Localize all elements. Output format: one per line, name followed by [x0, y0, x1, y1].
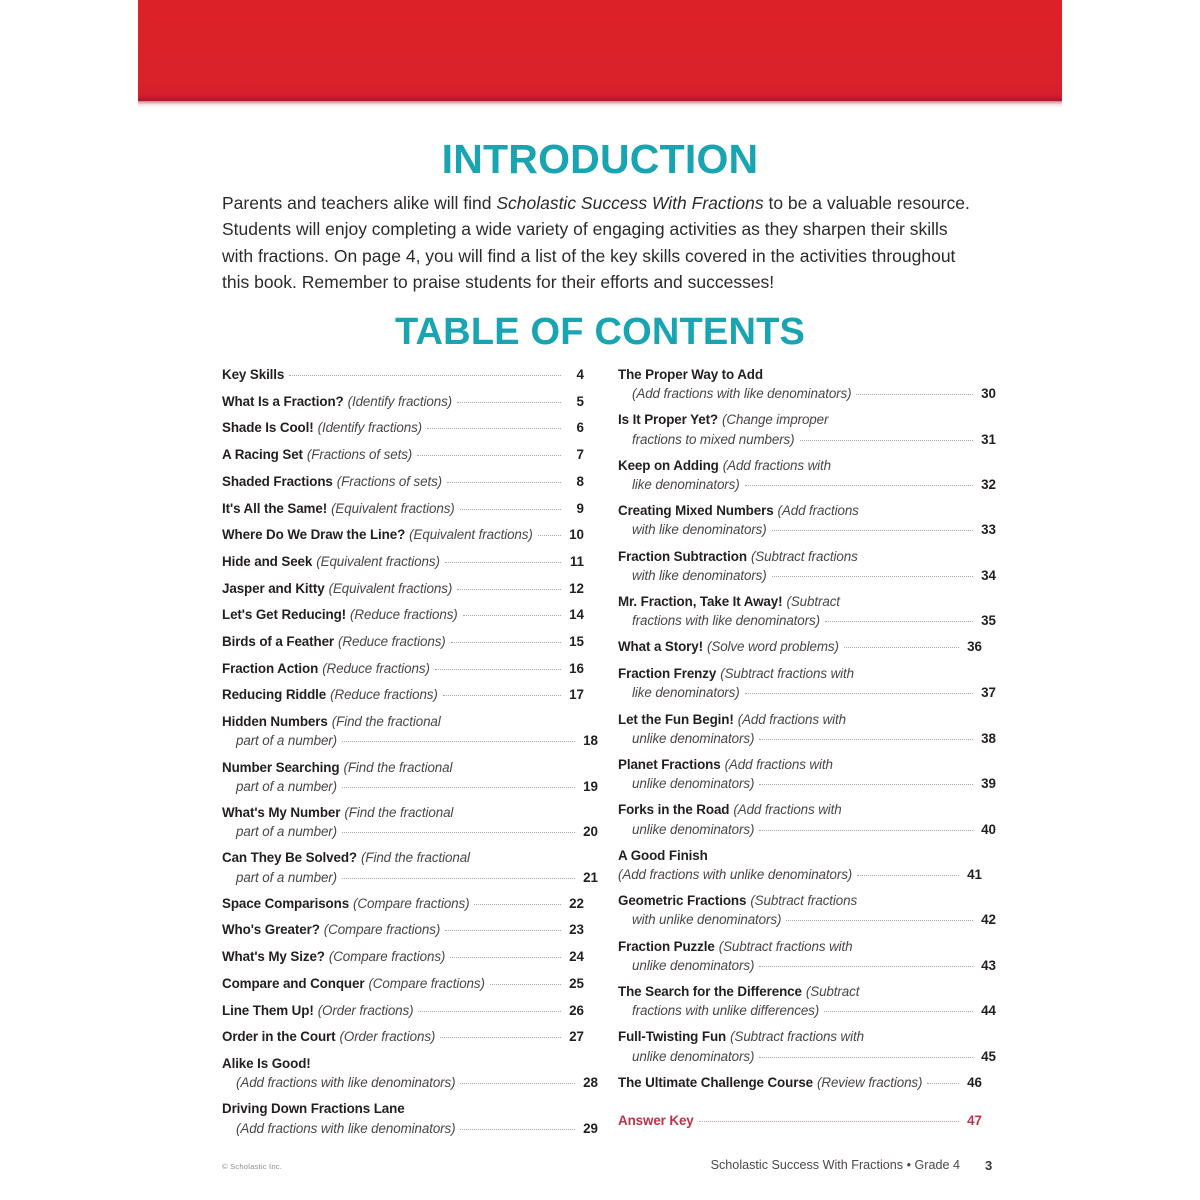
toc-entry-page-number: 21 [583, 869, 598, 885]
toc-entry-page-number: 46 [967, 1074, 982, 1090]
toc-entry[interactable] [222, 525, 584, 544]
toc-entry-subtitle: (Subtract fractions with [718, 938, 853, 954]
toc-entry-title: Fraction Action [222, 660, 319, 676]
toc-entry-title: Key Skills [222, 367, 285, 382]
toc-dot-leader [460, 1128, 575, 1130]
toc-dot-leader [474, 903, 561, 905]
toc-dot-leader [342, 786, 575, 788]
toc-entry-subtitle: (Subtract fractions [750, 893, 858, 909]
toc-entry[interactable] [222, 758, 598, 796]
toc-entry[interactable] [618, 1111, 982, 1130]
toc-entry[interactable] [222, 848, 598, 886]
toc-dot-leader [538, 534, 561, 536]
toc-entry-title: Reducing Riddle [222, 687, 327, 703]
toc-entry-subtitle-line2: (Add fractions with like denominators) [236, 1075, 456, 1091]
toc-dot-leader [460, 1082, 575, 1084]
toc-dot-leader [699, 1120, 959, 1122]
toc-entry-page-number: 12 [569, 580, 584, 596]
toc-entry-title: Shaded Fractions [222, 473, 333, 489]
toc-dot-leader [927, 1082, 959, 1084]
toc-entry[interactable] [618, 501, 996, 539]
toc-entry-title: Answer Key [618, 1113, 694, 1128]
toc-dot-leader [457, 401, 561, 403]
toc-entry-subtitle: (Compare fractions) [353, 895, 470, 911]
toc-entry-subtitle: (Compare fractions) [368, 975, 485, 991]
toc-entry-subtitle: (Subtract fractions [750, 548, 858, 564]
toc-entry-title: Creating Mixed Numbers [618, 503, 774, 519]
toc-entry-subtitle: (Add fractions [777, 503, 859, 519]
toc-entry-title: Fraction Puzzle [618, 938, 715, 954]
toc-entry-page-number: 30 [981, 386, 996, 402]
toc-entry[interactable] [222, 685, 584, 704]
toc-dot-leader [418, 1010, 561, 1012]
toc-entry-subtitle-line2: like denominators) [632, 685, 740, 701]
toc-dot-leader [289, 374, 561, 376]
toc-entry[interactable] [222, 894, 584, 913]
toc-entry-page-number: 26 [569, 1002, 584, 1018]
toc-entry-subtitle: (Solve word problems) [707, 639, 839, 655]
toc-dot-leader [342, 877, 575, 879]
toc-entry[interactable] [222, 1054, 598, 1092]
toc-entry[interactable] [618, 800, 996, 838]
toc-entry-title: Keep on Adding [618, 457, 719, 473]
toc-entry-subtitle-line2: part of a number) [236, 824, 338, 840]
toc-entry[interactable] [222, 499, 584, 518]
toc-entry-page-number: 15 [569, 634, 584, 650]
introduction-paragraph [222, 190, 982, 296]
toc-entry-title: Driving Down Fractions Lane [222, 1101, 405, 1117]
toc-dot-leader [443, 694, 561, 696]
toc-dot-leader [825, 620, 973, 622]
toc-entry-subtitle: (Add fractions with [722, 457, 832, 473]
toc-entry-page-number: 27 [569, 1029, 584, 1045]
toc-entry-page-number: 40 [981, 821, 996, 837]
toc-entry-page-number: 9 [576, 500, 584, 516]
toc-entry-page-number: 17 [569, 687, 584, 703]
toc-entry-page-number: 28 [583, 1075, 598, 1091]
toc-entry-subtitle-line2: (Add fractions with unlike denominators) [618, 866, 853, 882]
toc-entry-page-number: 24 [569, 949, 584, 965]
toc-dot-leader [342, 831, 575, 833]
toc-dot-leader [759, 738, 973, 740]
toc-dot-leader [450, 956, 561, 958]
footer-copyright: © Scholastic Inc. [222, 1162, 283, 1171]
toc-entry-page-number: 44 [981, 1003, 996, 1019]
toc-column-right [618, 365, 996, 1138]
toc-dot-leader [857, 874, 959, 876]
toc-entry-page-number: 41 [967, 866, 982, 882]
toc-entry[interactable] [222, 365, 584, 384]
toc-entry[interactable] [618, 982, 996, 1020]
toc-entry[interactable] [222, 659, 584, 678]
toc-entry-page-number: 14 [569, 607, 584, 623]
toc-entry-page-number: 45 [981, 1048, 996, 1064]
toc-entry[interactable] [618, 365, 996, 403]
toc-entry-subtitle-line2: with like denominators) [632, 522, 767, 538]
toc-entry[interactable] [618, 755, 996, 793]
toc-entry-title: Shade Is Cool! [222, 420, 314, 436]
toc-entry-page-number: 33 [981, 522, 996, 538]
toc-entry[interactable] [222, 445, 584, 464]
toc-entry-page-number: 32 [981, 477, 996, 493]
toc-entry-page-number: 47 [967, 1113, 982, 1128]
toc-entry[interactable] [618, 846, 982, 884]
toc-entry[interactable] [222, 552, 584, 571]
toc-entry-subtitle: (Add fractions with [733, 802, 842, 818]
toc-entry-subtitle: (Order fractions) [339, 1029, 436, 1045]
toc-entry-subtitle: (Reduce fractions) [338, 634, 446, 650]
toc-dot-leader [856, 393, 973, 395]
toc-entry[interactable] [222, 920, 584, 939]
footer-book-line: Scholastic Success With Fractions • Grade 4 [710, 1158, 960, 1172]
toc-entry-page-number: 7 [576, 447, 584, 463]
toc-entry[interactable] [618, 1073, 982, 1092]
toc-entry-page-number: 19 [583, 778, 598, 794]
toc-entry-subtitle-line2: like denominators) [632, 477, 740, 493]
toc-dot-leader [772, 575, 973, 577]
toc-entry-subtitle: (Review fractions) [817, 1074, 923, 1090]
toc-entry[interactable] [618, 547, 996, 585]
toc-entry-page-number: 37 [981, 685, 996, 701]
toc-entry-title: Jasper and Kitty [222, 580, 325, 596]
toc-entry-title: Where Do We Draw the Line? [222, 527, 406, 543]
toc-entry-page-number: 18 [583, 733, 598, 749]
toc-entry[interactable] [618, 891, 996, 929]
toc-entry[interactable] [222, 974, 584, 993]
toc-entry-title: Space Comparisons [222, 895, 350, 911]
toc-entry[interactable] [618, 637, 982, 656]
footer-page-number: 3 [985, 1158, 993, 1173]
toc-entry[interactable] [222, 632, 584, 651]
toc-entry-page-number: 34 [981, 567, 996, 583]
toc-entry-title: Is It Proper Yet? [618, 412, 719, 428]
toc-entry-subtitle: (Subtract [805, 983, 860, 999]
toc-entry[interactable] [222, 1099, 598, 1137]
toc-dot-leader [427, 427, 561, 429]
toc-entry-page-number: 23 [569, 922, 584, 938]
toc-entry-subtitle: (Subtract [786, 594, 840, 610]
toc-entry-title: Forks in the Road [618, 802, 730, 818]
toc-entry-title: Line Them Up! [222, 1002, 314, 1018]
toc-entry-title: What a Story! [618, 639, 704, 655]
toc-entry-title: Let the Fun Begin! [618, 711, 734, 727]
toc-entry-page-number: 38 [981, 730, 996, 746]
toc-entry-title: Planet Fractions [618, 756, 721, 772]
toc-entry-subtitle: (Equivalent fractions) [409, 527, 533, 543]
toc-entry[interactable] [222, 418, 584, 437]
toc-dot-leader [759, 1056, 973, 1058]
toc-entry[interactable] [618, 592, 996, 630]
toc-entry-subtitle-line2: unlike denominators) [632, 957, 755, 973]
toc-entry-page-number: 36 [967, 639, 982, 655]
toc-entry-title: Alike Is Good! [222, 1055, 311, 1071]
toc-entry-subtitle-line2: (Add fractions with like denominators) [632, 386, 852, 402]
toc-entry-title: Fraction Subtraction [618, 548, 747, 564]
toc-entry-title: A Good Finish [618, 847, 708, 863]
toc-entry-subtitle: (Identify fractions) [347, 393, 453, 409]
toc-entry-subtitle: (Fractions of sets) [336, 473, 443, 489]
toc-entry-subtitle: (Change improper [722, 412, 829, 428]
toc-entry-title: Fraction Frenzy [618, 666, 717, 682]
introduction-heading: INTRODUCTION [441, 136, 759, 182]
toc-dot-leader [451, 641, 561, 643]
toc-entry-subtitle: (Reduce fractions) [350, 607, 458, 623]
toc-entry-subtitle-line2: part of a number) [236, 778, 338, 794]
toc-dot-leader [440, 1036, 561, 1038]
toc-entry-title: Hide and Seek [222, 553, 313, 569]
toc-entry-subtitle: (Subtract fractions with [730, 1029, 864, 1045]
toc-entry-page-number: 22 [569, 895, 584, 911]
toc-entry[interactable] [618, 710, 996, 748]
toc-entry-page-number: 43 [981, 957, 996, 973]
toc-dot-leader [772, 529, 973, 531]
toc-entry-subtitle: (Reduce fractions) [330, 687, 438, 703]
toc-entry-title: Hidden Numbers [222, 714, 328, 730]
toc-entry-title: The Ultimate Challenge Course [618, 1074, 814, 1090]
toc-dot-leader [342, 740, 575, 742]
toc-entry-page-number: 25 [569, 975, 584, 991]
toc-dot-leader [745, 484, 973, 486]
toc-entry[interactable] [618, 937, 996, 975]
toc-entry[interactable] [222, 579, 584, 598]
toc-entry-page-number: 39 [981, 776, 996, 792]
toc-entry-title: What's My Size? [222, 949, 325, 965]
toc-entry-title: Geometric Fractions [618, 893, 747, 909]
toc-entry-subtitle: (Equivalent fractions) [328, 580, 453, 596]
page-footer [0, 1158, 1200, 1182]
toc-entry-subtitle: (Reduce fractions) [322, 660, 430, 676]
toc-entry-subtitle-line2: part of a number) [236, 733, 338, 749]
toc-entry[interactable] [618, 410, 996, 448]
intro-text-part2: to be a valuable resource. Students will enjoy completing a wide variety of engaging activities as they sharpen their skills with fractions. On page 4, you will find a list of the key skills covered in the activities throughout this book. Remember to praise students for their efforts and successes! [222, 193, 970, 293]
toc-dot-leader [460, 508, 561, 510]
toc-entry[interactable] [222, 1001, 584, 1020]
toc-entry[interactable] [222, 1027, 584, 1046]
toc-entry-page-number: 11 [569, 553, 584, 569]
toc-entry-page-number: 4 [576, 367, 584, 382]
toc-entry-title: The Proper Way to Add [618, 367, 763, 382]
toc-dot-leader [786, 919, 973, 921]
toc-entry-page-number: 20 [583, 824, 598, 840]
toc-entry-title: Can They Be Solved? [222, 850, 358, 866]
toc-entry-page-number: 29 [583, 1120, 598, 1136]
toc-entry-subtitle-line2: fractions with like denominators) [632, 613, 820, 629]
book-title-italic: Scholastic Success With Fractions [496, 193, 764, 213]
toc-entry-subtitle-line2: part of a number) [236, 869, 338, 885]
toc-entry-title: Birds of a Feather [222, 634, 335, 650]
toc-entry-page-number: 5 [576, 393, 584, 409]
toc-entry[interactable] [618, 1027, 996, 1065]
toc-entry-subtitle: (Add fractions with [737, 711, 846, 727]
toc-entry-title: What's My Number [222, 804, 341, 820]
toc-entry[interactable] [222, 947, 584, 966]
toc-entry-title: The Search for the Difference [618, 983, 802, 999]
toc-entry-subtitle-line2: unlike denominators) [632, 730, 755, 746]
toc-dot-leader [490, 983, 561, 985]
toc-dot-leader [745, 692, 973, 694]
toc-entry[interactable] [222, 712, 598, 750]
toc-entry[interactable] [222, 392, 584, 411]
toc-entry-subtitle-line2: fractions to mixed numbers) [632, 431, 795, 447]
toc-entry-title: A Racing Set [222, 447, 303, 463]
toc-entry-subtitle-line2: with like denominators) [632, 567, 767, 583]
toc-entry-page-number: 31 [981, 431, 996, 447]
toc-entry-subtitle-line2: unlike denominators) [632, 1048, 755, 1064]
toc-entry-subtitle: (Order fractions) [317, 1002, 414, 1018]
toc-entry-subtitle: (Find the fractional [361, 850, 470, 866]
toc-entry-subtitle: (Equivalent fractions) [316, 553, 440, 569]
toc-entry-page-number: 35 [981, 613, 996, 629]
toc-entry[interactable] [618, 664, 996, 702]
toc-entry-page-number: 8 [576, 473, 584, 489]
toc-entry-title: Mr. Fraction, Take It Away! [618, 594, 783, 610]
toc-entry-title: Who's Greater? [222, 922, 320, 938]
toc-entry-subtitle-line2: unlike denominators) [632, 821, 755, 837]
toc-column-left [222, 365, 598, 1145]
toc-entry-subtitle: (Find the fractional [343, 759, 453, 775]
toc-entry-title: Full-Twisting Fun [618, 1029, 727, 1045]
toc-entry-subtitle-line2: fractions with unlike differences) [632, 1003, 820, 1019]
toc-dot-leader [800, 439, 973, 441]
toc-entry[interactable] [222, 803, 598, 841]
toc-entry-title: Let's Get Reducing! [222, 607, 347, 623]
toc-dot-leader [824, 1010, 973, 1012]
toc-entry-title: Number Searching [222, 759, 340, 775]
toc-entry-title: What Is a Fraction? [222, 393, 344, 409]
toc-dot-leader [445, 561, 561, 563]
toc-dot-leader [417, 454, 561, 456]
toc-entry-subtitle: (Equivalent fractions) [331, 500, 455, 516]
toc-dot-leader [759, 783, 973, 785]
toc-entry-subtitle: (Compare fractions) [328, 949, 446, 965]
toc-entry[interactable] [618, 456, 996, 494]
toc-entry-subtitle: (Compare fractions) [323, 922, 441, 938]
toc-dot-leader [759, 965, 973, 967]
toc-entry-subtitle: (Subtract fractions with [720, 666, 855, 682]
toc-entry-subtitle: (Add fractions with [724, 756, 833, 772]
toc-entry-subtitle: (Identify fractions) [317, 420, 423, 436]
toc-dot-leader [447, 481, 561, 483]
toc-dot-leader [445, 929, 561, 931]
toc-entry-subtitle-line2: (Add fractions with like denominators) [236, 1120, 456, 1136]
toc-entry-page-number: 10 [569, 527, 584, 543]
toc-entry-title: Order in the Court [222, 1029, 336, 1045]
toc-entry-page-number: 42 [981, 912, 996, 928]
toc-dot-leader [457, 588, 561, 590]
toc-dot-leader [759, 829, 973, 831]
toc-entry[interactable] [222, 472, 584, 491]
toc-dot-leader [463, 614, 561, 616]
toc-entry-subtitle: (Find the fractional [344, 804, 454, 820]
table-of-contents-heading: TABLE OF CONTENTS [394, 311, 806, 353]
toc-entry-subtitle: (Fractions of sets) [306, 447, 413, 463]
toc-entry-title: It's All the Same! [222, 500, 328, 516]
toc-entry[interactable] [222, 605, 584, 624]
toc-entry-subtitle: (Find the fractional [331, 714, 441, 730]
toc-entry-page-number: 16 [569, 660, 584, 676]
toc-dot-leader [844, 646, 959, 648]
intro-text-part1: Parents and teachers alike will find [222, 193, 497, 213]
toc-entry-subtitle-line2: with unlike denominators) [632, 912, 782, 928]
toc-entry-page-number: 6 [576, 420, 584, 436]
toc-dot-leader [435, 668, 561, 670]
toc-entry-title: Compare and Conquer [222, 975, 365, 991]
toc-entry-subtitle-line2: unlike denominators) [632, 776, 755, 792]
